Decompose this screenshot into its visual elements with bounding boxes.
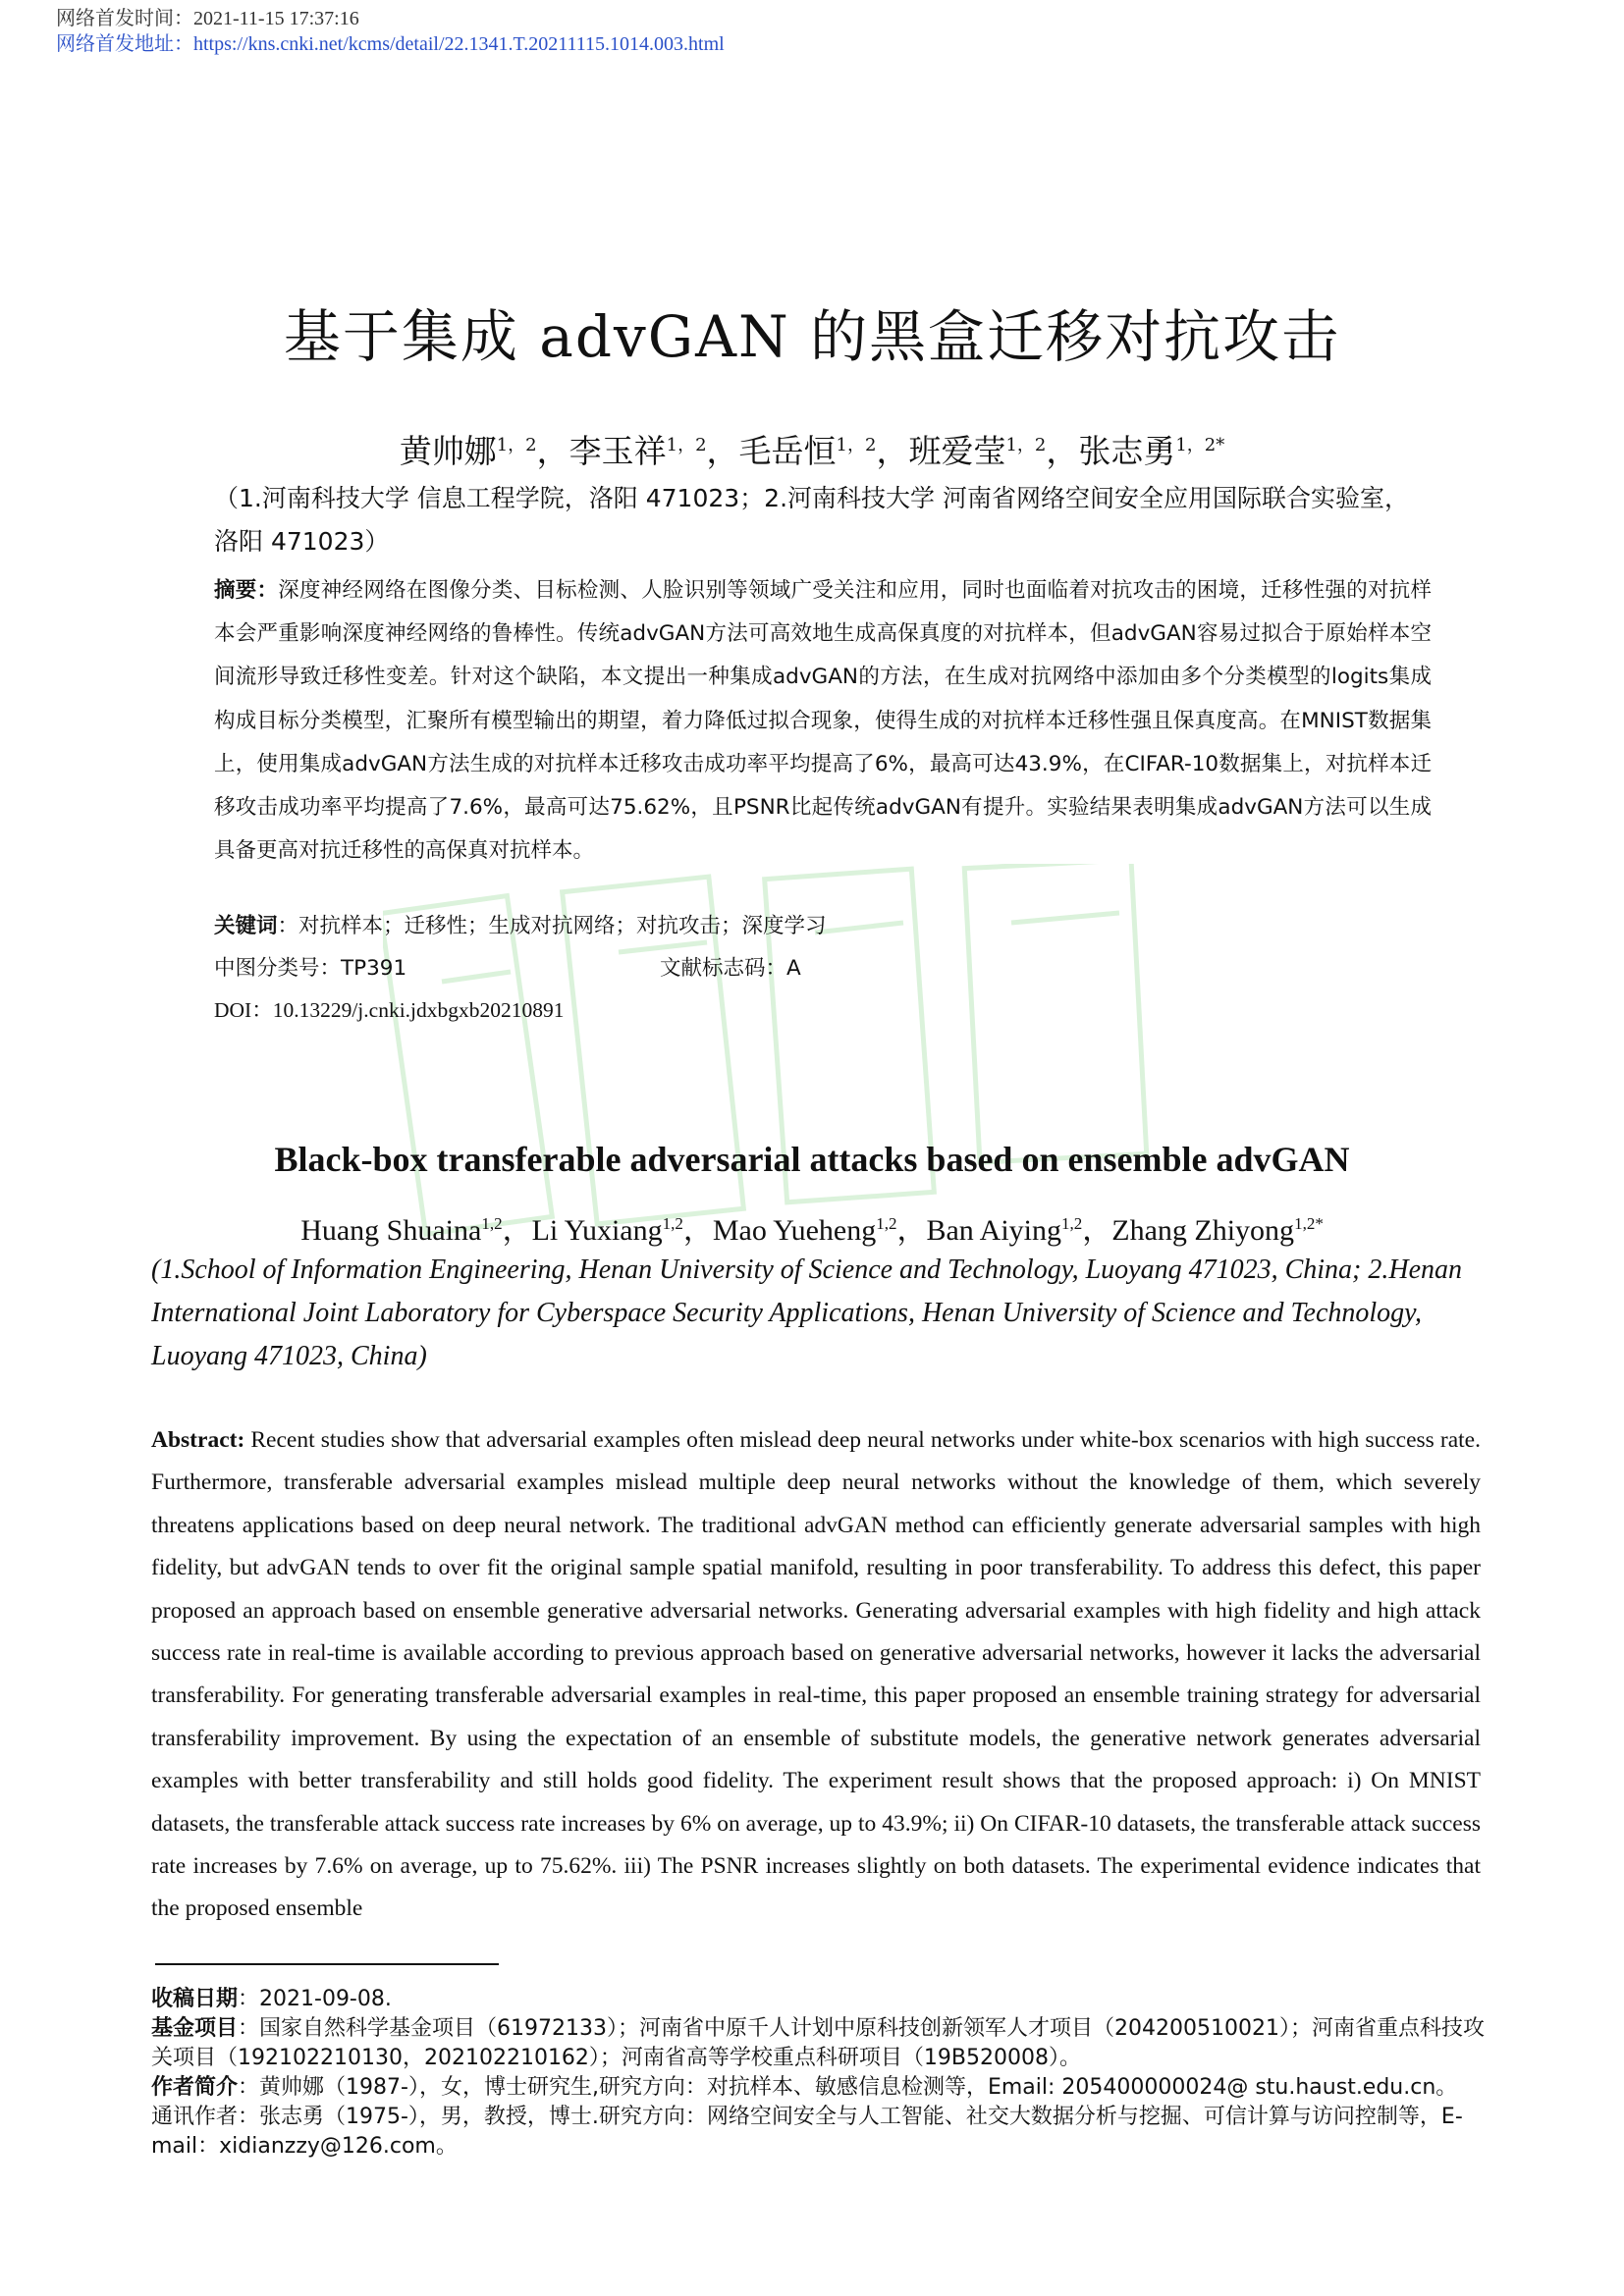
fund-text: ：国家自然科学基金项目（61972133）；河南省中原千人计划中原科技创新领军人才项目（204200510021）；河南省重点科技攻关项目（192102210130，202102210162）；河南省高等学校重点科研项目（19B520008）。 — [151, 2016, 1485, 2070]
corresponding-author: 通讯作者：张志勇（1975-），男，教授，博士.研究方向：网络空间安全与人工智能、社交大数据分析与挖掘、可信计算与访问控制等，E-mail：xidianzzy@126.com。 — [151, 2105, 1463, 2159]
bio-label: 作者简介 — [151, 2075, 239, 2100]
received-date — [151, 1985, 1487, 2014]
author-affil-sup: 1，2 — [836, 435, 877, 455]
publish-time: 网络首发时间：2021-11-15 17:37:16 — [56, 8, 359, 29]
doi: DOI：10.13229/j.cnki.jdxbgxb20210891 — [214, 998, 565, 1022]
english-abstract — [151, 1419, 1481, 1931]
author-affil-sup: 1，2 — [1005, 435, 1047, 455]
author-name: 毛岳恒 — [738, 432, 837, 470]
author-separator: ， — [896, 1214, 927, 1247]
english-affiliation: (1.School of Information Engineering, Henan University of Science and Technology, Luoyang 471023, China; 2.Henan International Joint Laboratory for Cyberspace Security Applications, Henan University of Science and Technology, Luoyang 471023, China) — [151, 1255, 1463, 1371]
abstract-label: 摘要： — [214, 578, 279, 603]
fund-info — [151, 2014, 1487, 2073]
author-affil-sup: 1,2* — [1294, 1214, 1324, 1233]
author-affil-sup: 1，2* — [1175, 435, 1225, 455]
document-code: 文献标志码：A — [660, 956, 801, 981]
chinese-abstract — [214, 569, 1432, 873]
publish-url-link[interactable]: 网络首发地址：https://kns.cnki.net/kcms/detail/22.1341.T.20211115.1014.003.html — [56, 33, 725, 55]
received-text: ：2021-09-08. — [238, 1987, 392, 2011]
author-name: Zhang Zhiyong — [1111, 1214, 1295, 1247]
author-bio — [151, 2073, 1487, 2103]
author-affil-sup: 1，2 — [496, 435, 537, 455]
author-name: 李玉祥 — [568, 432, 667, 470]
chinese-authors — [0, 426, 1624, 472]
received-label: 收稿日期 — [151, 1987, 239, 2011]
author-separator: ， — [536, 432, 569, 470]
footnote-divider — [155, 1963, 499, 1965]
english-title: Black-box transferable adversarial attacks based on ensemble advGAN — [274, 1140, 1350, 1179]
fund-label: 基金项目 — [151, 2016, 239, 2041]
author-separator: ， — [502, 1214, 532, 1247]
author-name: 班爱莹 — [908, 432, 1006, 470]
keywords-text: ：对抗样本；迁移性；生成对抗网络；对抗攻击；深度学习 — [277, 914, 827, 938]
clc-number: 中图分类号：TP391 — [214, 956, 407, 981]
author-separator: ， — [1046, 432, 1079, 470]
author-name: Huang Shuaina — [300, 1214, 482, 1247]
author-name: 张志勇 — [1078, 432, 1176, 470]
author-name: Mao Yueheng — [712, 1214, 877, 1247]
abstract-text: Recent studies show that adversarial examples often mislead deep neural networks under white-box scenarios with high success rate. Furthermore, transferable adversarial examples mislead multiple deep neural networks without the knowledge of them, which severely threatens applications based on deep neural network. The traditional advGAN method can efficiently generate adversarial samples with high fidelity, but advGAN tends to over fit the original sample spatial manifold, resulting in poor transferability. To address this defect, this paper proposed an approach based on ensemble generative adversarial networks. Generating adversarial examples with high fidelity and high attack success rate in real-time is available according to previous approach based on generative adversarial networks, however it lacks the adversarial transferability. For generating transferable adversarial examples in real-time, this paper proposed an ensemble training strategy for adversarial transferability improvement. By using the expectation of an ensemble of substitute models, the generative network generates adversarial examples with better transferability and still holds good fidelity. The experiment result shows that the proposed approach: i) On MNIST datasets, the transferable attack success rate increases by 6% on average, up to 43.9%; ii) On CIFAR-10 datasets, the transferable attack success rate increases by 7.6% on average, up to 75.62%. iii) The PSNR increases slightly on both datasets. The experimental evidence indicates that the proposed ensemble — [151, 1427, 1481, 1922]
abstract-text: 深度神经网络在图像分类、目标检测、人脸识别等领域广受关注和应用，同时也面临着对抗攻击的困境，迁移性强的对抗样本会严重影响深度神经网络的鲁棒性。传统advGAN方法可高效地生成高保真度的对抗样本，但advGAN容易过拟合于原始样本空间流形导致迁移性变差。针对这个缺陷，本文提出一种集成advGAN的方法，在生成对抗网络中添加由多个分类模型的logits集成构成目标分类模型，汇聚所有模型输出的期望，着力降低过拟合现象，使得生成的对抗样本迁移性强且保真度高。在MNIST数据集上，使用集成advGAN方法生成的对抗样本迁移攻击成功率平均提高了6%，最高可达43.9%，在CIFAR-10数据集上，对抗样本迁移攻击成功率平均提高了7.6%，最高可达75.62%，且PSNR比起传统advGAN有提升。实验结果表明集成advGAN方法可以生成具备更高对抗迁移性的高保真对抗样本。 — [214, 578, 1432, 864]
author-separator: ， — [682, 1214, 713, 1247]
chinese-title: 基于集成 advGAN 的黑盒迁移对抗攻击 — [283, 303, 1341, 370]
chinese-affiliation: （1.河南科技大学 信息工程学院，洛阳 471023；2.河南科技大学 河南省网络空间安全应用国际联合实验室，洛阳 471023） — [214, 484, 1409, 556]
author-affil-sup: 1,2 — [1061, 1214, 1083, 1233]
chinese-keywords — [214, 909, 827, 939]
bio-text: ：黄帅娜（1987-），女，博士研究生,研究方向：对抗样本、敏感信息检测等，Email: 205400000024@ stu.haust.edu.cn。 — [238, 2075, 1458, 2100]
keywords-label: 关键词 — [214, 914, 278, 938]
author-name: Ban Aiying — [926, 1214, 1061, 1247]
author-affil-sup: 1,2 — [876, 1214, 897, 1233]
author-affil-sup: 1，2 — [666, 435, 707, 455]
author-name: Li Yuxiang — [531, 1214, 663, 1247]
abstract-label: Abstract: — [151, 1427, 245, 1453]
english-authors — [0, 1205, 1624, 1249]
author-name: 黄帅娜 — [399, 432, 497, 470]
author-separator: ， — [1082, 1214, 1112, 1247]
author-affil-sup: 1,2 — [662, 1214, 683, 1233]
author-separator: ， — [706, 432, 739, 470]
author-affil-sup: 1,2 — [481, 1214, 503, 1233]
author-separator: ， — [876, 432, 909, 470]
